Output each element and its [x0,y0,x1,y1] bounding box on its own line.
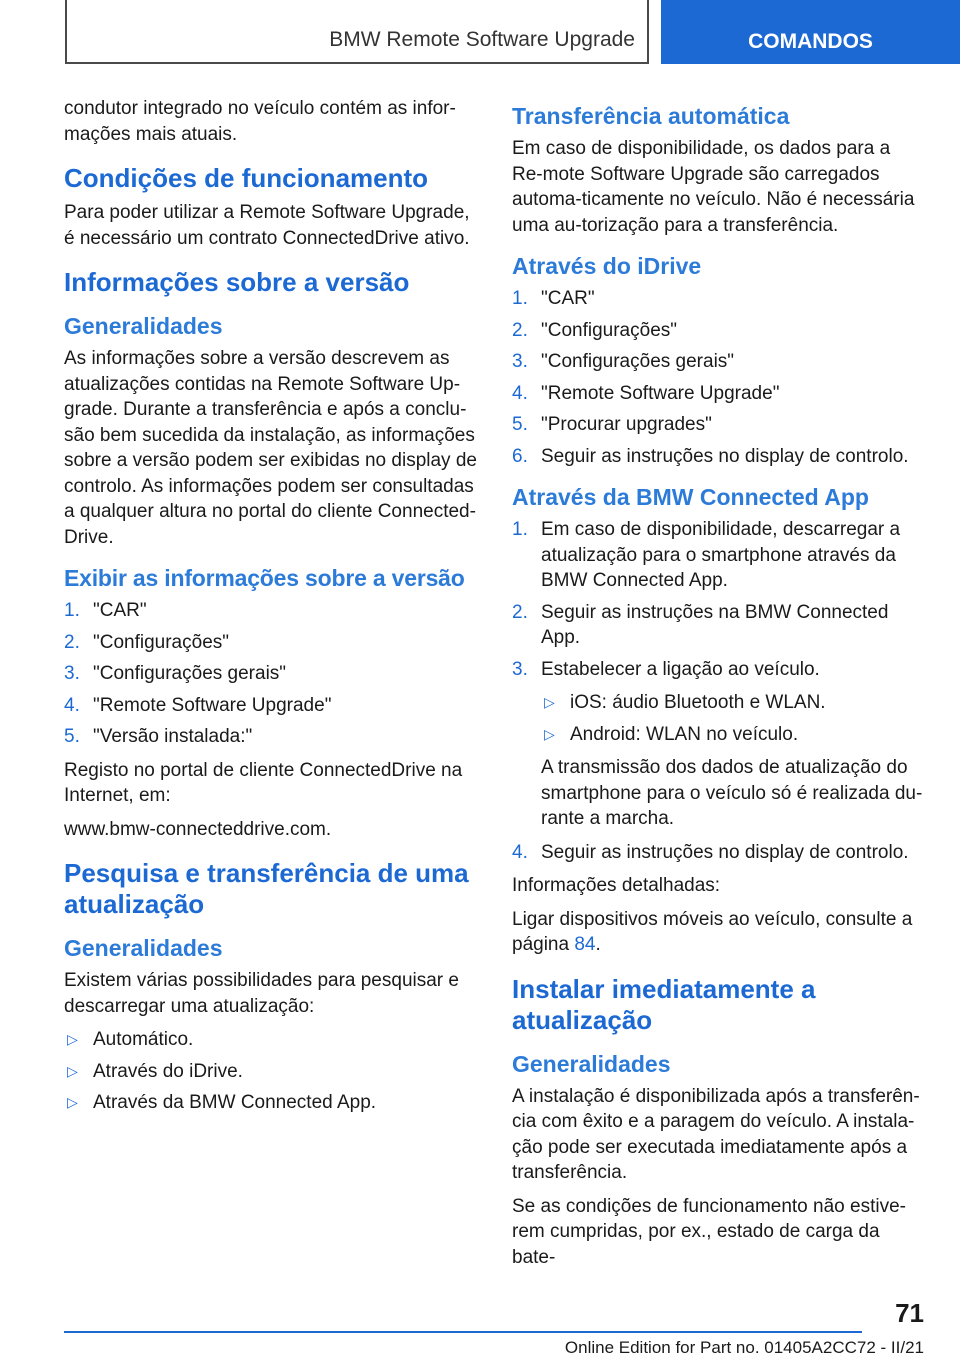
heading-atraves-connected-app: Através da BMW Connected App [512,484,869,510]
step-text: "Versão instalada:" [93,726,253,747]
step-text: "Remote Software Upgrade" [93,694,332,716]
step-number: 4. [512,382,528,404]
steps-exibir-versao [64,598,482,750]
step-number: 1. [512,288,528,309]
heading-exibir-versao: Exibir as informações sobre a versão [64,565,465,591]
step-text: Seguir as instruções no display de controlo. [541,445,909,467]
paragraph-instalacao-1: A instalação é disponibilizada após a transferên-cia com êxito e a paragem do veículo. A instala-ção pode ser executada imediatamente após a transferência. [512,1085,920,1183]
list-item [512,412,926,438]
list-item [64,1027,482,1053]
list-item [64,693,482,719]
right-column [512,96,926,1278]
step-text: "Configurações gerais" [541,351,735,372]
footer-divider [64,1331,862,1333]
step-number: 1. [64,600,80,621]
step-text: "Configurações gerais" [93,663,287,684]
step-text: Em caso de disponibilidade, descarregar a atualização para o smartphone através da BMW Connected App. [541,519,901,591]
step-number: 1. [512,519,528,540]
triangle-bullet-icon: ▷ [544,694,555,710]
step-number: 3. [512,658,528,680]
step-number: 4. [512,841,528,863]
heading-pesquisa: Pesquisa e transferência de uma atualização [64,858,469,919]
paragraph-condicoes: Para poder utilizar a Remote Software Upgrade, é necessário um contrato ConnectedDrive ativo. [64,202,470,249]
step-number: 2. [512,319,528,341]
list-item [512,286,926,312]
step-text: "Configurações" [541,319,678,341]
step-number: 2. [64,631,80,653]
steps-idrive [512,286,926,469]
triangle-bullet-icon: ▷ [544,725,555,742]
list-item [64,630,482,656]
paragraph-registo: Registo no portal de cliente ConnectedDrive na Internet, em: [64,759,463,806]
list-item [541,690,926,716]
bullet-text: Android: WLAN no veículo. [570,723,799,745]
list-item [512,381,926,407]
heading-generalidades-2: Generalidades [64,935,223,961]
steps-connected-app-cont [512,840,926,866]
list-item [64,598,482,624]
chapter-title: COMANDOS [748,30,873,53]
step-number: 6. [512,445,528,467]
left-column [64,96,482,1124]
step-text: Estabelecer a ligação ao veículo. [541,658,820,680]
step-number: 3. [512,351,528,372]
intro-text: condutor integrado no veículo contém as infor-mações mais atuais. [64,98,456,145]
footer-edition: Online Edition for Part no. 01405A2CC72 - II/21 [564,1338,924,1357]
step-text: "Remote Software Upgrade" [541,382,780,404]
ligar-text: Ligar dispositivos móveis ao veículo, consulte a página [512,908,913,955]
page-reference-link[interactable]: 84 [574,934,596,955]
paragraph-transferencia-automatica: Em caso de disponibilidade, os dados para a Re-mote Software Upgrade são carregados automa-ticamente no veículo. Não é necessária uma au-torização para a transferência. [512,138,915,236]
step-text: Seguir as instruções na BMW Connected App. [541,601,889,648]
step-text: "Configurações" [93,631,230,653]
list-item [64,1090,482,1116]
bullet-text: iOS: áudio Bluetooth e WLAN. [570,692,826,713]
running-header-section [65,0,649,64]
list-item [512,349,926,375]
list-item [541,722,926,748]
list-item [512,840,926,866]
list-item [512,318,926,344]
paragraph-ligar [512,907,926,958]
step-number: 3. [64,663,80,684]
step-number: 4. [64,694,80,716]
bullet-text: Através da BMW Connected App. [93,1092,377,1113]
list-item [64,1059,482,1085]
bullets-opcoes [64,1027,482,1116]
heading-generalidades-1: Generalidades [64,313,223,339]
step-text: "Procurar upgrades" [541,414,712,435]
step-number: 5. [512,414,528,435]
sub-bullets-ligacao [541,690,926,747]
heading-condicoes: Condições de funcionamento [64,163,429,193]
list-item [512,657,926,683]
heading-generalidades-3: Generalidades [512,1050,671,1077]
paragraph-transmissao: A transmissão dos dados de atualização do smartphone para o veículo só é realizada du-rante a marcha. [541,757,923,829]
step-text: "CAR" [541,288,595,309]
paragraph-generalidades-2: Existem várias possibilidades para pesquisar e descarregar uma atualização: [64,970,459,1017]
triangle-bullet-icon: ▷ [67,1062,78,1079]
list-item [64,724,482,750]
heading-transferencia-automatica: Transferência automática [512,103,790,129]
triangle-bullet-icon: ▷ [67,1031,78,1047]
section-title: BMW Remote Software Upgrade [329,28,635,51]
bullet-text: Através do iDrive. [93,1060,243,1082]
step-number: 2. [512,601,528,623]
paragraph-instalacao-2: Se as condições de funcionamento não estive-rem cumpridas, por ex., estado de carga da bate- [512,1195,906,1268]
bullet-text: Automático. [93,1029,194,1050]
steps-connected-app [512,517,926,682]
step-text: Seguir as instruções no display de controlo. [541,841,909,863]
step-number: 5. [64,726,80,747]
paragraph-detalhes: Informações detalhadas: [512,875,721,896]
heading-atraves-idrive: Através do iDrive [512,253,702,279]
step-text: "CAR" [93,600,147,621]
chapter-tab [661,0,960,64]
connecteddrive-url: www.bmw-connecteddrive.com. [64,818,332,840]
list-item [512,600,926,651]
list-item [512,517,926,594]
heading-instalar: Instalar imediatamente a atualização [512,973,816,1035]
list-item [512,444,926,470]
page-number: 71 [895,1298,924,1328]
list-item [64,661,482,687]
paragraph-generalidades-1: As informações sobre a versão descrevem as atualizações contidas na Remote Software Up-grade. Durante a transferência e após a conclu-são bem sucedida da instalação, as informações sobre a versão podem ser exibidas no display de controlo. As informações podem ser consultadas a qualquer altura no portal do cliente Connected-Drive. [64,348,477,548]
heading-informacoes-versao: Informações sobre a versão [64,267,410,297]
triangle-bullet-icon: ▷ [67,1094,78,1110]
ligar-period: . [595,934,601,955]
